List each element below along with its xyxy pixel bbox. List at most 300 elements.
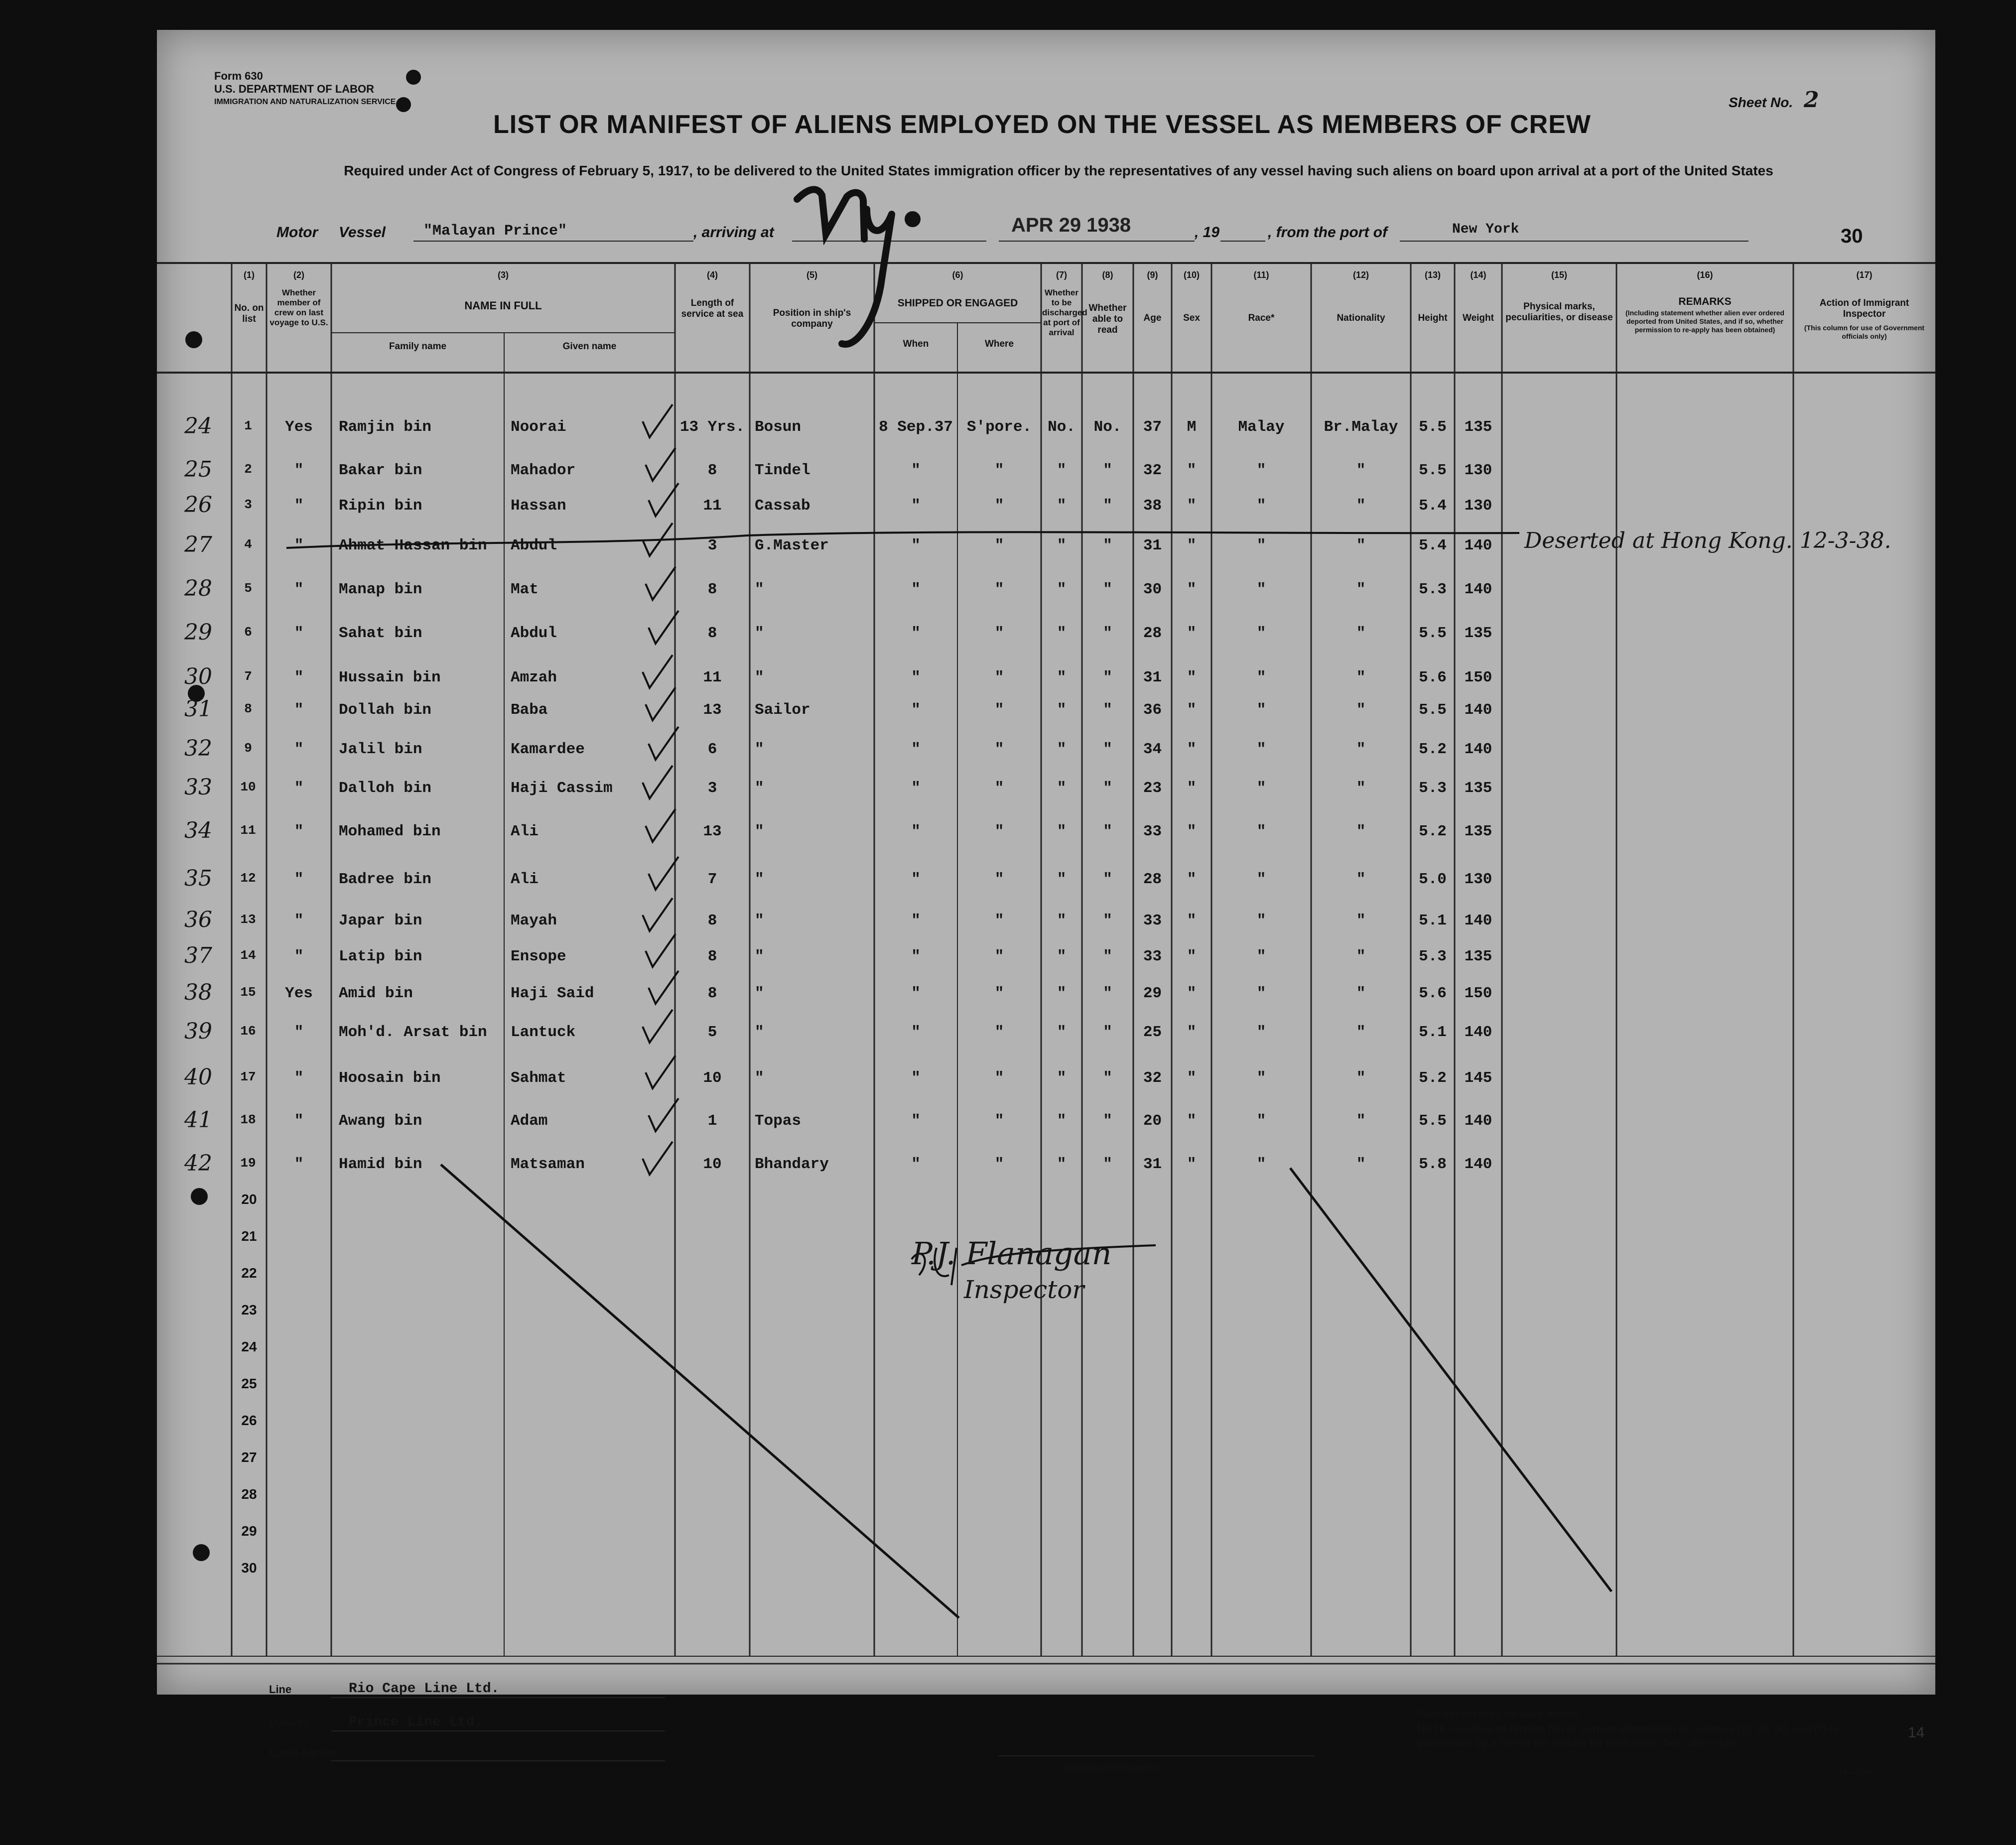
cell-position: Cassab xyxy=(755,497,810,515)
row-number: 16 xyxy=(240,1024,256,1039)
cell-service: 8 xyxy=(707,948,717,965)
cell-nationality: " xyxy=(1356,871,1366,888)
row-number: 18 xyxy=(240,1112,256,1127)
cell-where: " xyxy=(994,823,1004,840)
empty-row-number: 28 xyxy=(241,1486,257,1502)
cell-service: 8 xyxy=(707,625,717,642)
cell-height: 5.2 xyxy=(1419,1069,1447,1087)
cell-position: Topas xyxy=(755,1112,802,1130)
cell-service: 11 xyxy=(703,669,722,686)
cell-read: " xyxy=(1103,823,1112,840)
cell-race: " xyxy=(1256,497,1266,515)
cell-where: " xyxy=(994,1069,1004,1087)
cell-family: Jalil bin xyxy=(339,741,422,758)
cell-last-voyage: " xyxy=(294,625,304,642)
col-num: (10) xyxy=(1183,270,1200,280)
cell-read: " xyxy=(1103,701,1112,719)
cell-discharged: " xyxy=(1057,462,1067,479)
cell-when: " xyxy=(911,948,921,965)
cell-height: 5.5 xyxy=(1419,1112,1447,1130)
cell-discharged: " xyxy=(1057,823,1067,840)
cell-sex: " xyxy=(1187,462,1197,479)
cell-race: Malay xyxy=(1238,418,1285,436)
cell-weight: 140 xyxy=(1464,1112,1492,1130)
line-label: Line xyxy=(269,1683,292,1696)
pencil-number: 28 xyxy=(184,576,212,601)
cell-where: " xyxy=(994,1156,1004,1173)
cell-where: " xyxy=(994,912,1004,929)
col-num: (16) xyxy=(1697,270,1713,280)
col-header-family: Family name xyxy=(389,341,447,352)
cell-where: S'pore. xyxy=(966,418,1032,436)
cell-age: 20 xyxy=(1143,1112,1162,1130)
cell-read: No. xyxy=(1093,418,1122,436)
cell-nationality: " xyxy=(1356,1069,1366,1087)
col-num: (12) xyxy=(1352,270,1369,280)
cell-weight: 135 xyxy=(1464,625,1492,642)
cell-position: " xyxy=(755,669,764,686)
cell-weight: 135 xyxy=(1464,823,1492,840)
cell-last-voyage: " xyxy=(294,780,304,797)
cell-last-voyage: " xyxy=(294,871,304,888)
cell-height: 5.3 xyxy=(1419,780,1447,797)
col-num: (4) xyxy=(707,270,718,280)
cell-discharged: " xyxy=(1057,625,1067,642)
col-header-service: Length of service at sea xyxy=(681,298,744,319)
col-num: (11) xyxy=(1253,270,1269,280)
cell-age: 31 xyxy=(1143,1156,1162,1173)
cell-given: Haji Said xyxy=(511,985,594,1002)
cell-last-voyage: " xyxy=(294,497,304,515)
col-header-sex: Sex xyxy=(1183,313,1200,323)
cell-given: Matsaman xyxy=(511,1156,585,1173)
cell-race: " xyxy=(1256,1156,1266,1173)
remarks-handwritten: Deserted at Hong Kong. 12-3-38. xyxy=(1524,528,1891,553)
cell-family: Dalloh bin xyxy=(339,780,432,797)
col-num: (9) xyxy=(1147,270,1158,280)
cell-read: " xyxy=(1103,537,1112,554)
col-header-position: Position in ship's company xyxy=(773,308,851,329)
cell-read: " xyxy=(1103,462,1112,479)
row-number: 12 xyxy=(240,871,256,886)
cell-where: " xyxy=(994,948,1004,965)
cell-race: " xyxy=(1256,912,1266,929)
races-footnote: *See list of races on back hereof. xyxy=(1417,1709,1582,1720)
cell-when: " xyxy=(911,1069,921,1087)
owners-label: Owners xyxy=(269,1716,309,1729)
cell-position: " xyxy=(755,823,764,840)
cell-last-voyage: " xyxy=(294,948,304,965)
sheet-number: 2 xyxy=(1803,87,1819,113)
cell-when: " xyxy=(911,871,921,888)
cell-weight: 140 xyxy=(1464,1156,1492,1173)
cell-sex: " xyxy=(1187,823,1197,840)
cell-read: " xyxy=(1103,1024,1112,1041)
cell-race: " xyxy=(1256,1069,1266,1087)
pencil-number: 40 xyxy=(184,1064,212,1090)
col-header-shipped: SHIPPED OR ENGAGED xyxy=(897,297,1018,309)
col-header-inspector-action: Action of Immigrant Inspector xyxy=(1819,298,1909,319)
cell-family: Moh'd. Arsat bin xyxy=(339,1024,487,1041)
cell-service: 7 xyxy=(707,871,717,888)
cell-position: " xyxy=(755,1069,764,1087)
cell-nationality: " xyxy=(1356,1112,1366,1130)
cell-sex: " xyxy=(1187,871,1197,888)
sheet-no-label: Sheet No. xyxy=(1729,95,1793,110)
row-number: 7 xyxy=(244,669,252,684)
cell-read: " xyxy=(1103,581,1112,598)
cell-age: 33 xyxy=(1143,823,1162,840)
cell-position: " xyxy=(755,871,764,888)
col-header-where: Where xyxy=(984,339,1014,349)
cell-position: Bhandary xyxy=(755,1156,829,1173)
cell-where: " xyxy=(994,701,1004,719)
cell-weight: 140 xyxy=(1464,701,1492,719)
cell-age: 33 xyxy=(1143,948,1162,965)
form-code: 14—1360 xyxy=(1838,1768,1873,1777)
cell-when: " xyxy=(911,701,921,719)
cell-service: 6 xyxy=(707,741,717,758)
cell-last-voyage: " xyxy=(294,912,304,929)
cell-service: 13 Yrs. xyxy=(679,418,745,436)
cell-height: 5.6 xyxy=(1419,669,1447,686)
cell-when: " xyxy=(911,625,921,642)
cell-position: Sailor xyxy=(755,701,810,719)
cell-service: 10 xyxy=(703,1156,722,1173)
cell-race: " xyxy=(1256,1024,1266,1041)
col-header-name: NAME IN FULL xyxy=(464,299,542,312)
cell-sex: " xyxy=(1187,948,1197,965)
cell-given: Adam xyxy=(511,1112,548,1130)
cell-read: " xyxy=(1103,1069,1112,1087)
pencil-number: 24 xyxy=(184,413,212,439)
cell-family: Mohamed bin xyxy=(339,823,441,840)
col-num: (14) xyxy=(1470,270,1486,280)
cell-weight: 150 xyxy=(1464,985,1492,1002)
cell-sex: " xyxy=(1187,625,1197,642)
empty-row-number: 21 xyxy=(241,1228,257,1244)
cell-discharged: " xyxy=(1057,871,1067,888)
cell-weight: 130 xyxy=(1464,462,1492,479)
row-number: 6 xyxy=(244,625,252,640)
cell-nationality: " xyxy=(1356,823,1366,840)
cell-position: " xyxy=(755,581,764,598)
cell-discharged: " xyxy=(1057,497,1067,515)
cell-position: Bosun xyxy=(755,418,802,436)
inspector-signature-title: Inspector xyxy=(964,1275,1084,1304)
penalty-note: NOTE.—Failure to furnish full or correct information in columns (3), (5), (6), and (7) is punishable by a fine of ten dollars for each alien. See other side. xyxy=(1417,1723,1839,1749)
cell-weight: 140 xyxy=(1464,741,1492,758)
empty-row-number: 27 xyxy=(241,1450,257,1465)
cell-nationality: " xyxy=(1356,669,1366,686)
cell-where: " xyxy=(994,1024,1004,1041)
empty-row-number: 22 xyxy=(241,1265,257,1281)
cell-nationality: " xyxy=(1356,985,1366,1002)
row-number: 8 xyxy=(244,701,252,716)
cell-family: Ripin bin xyxy=(339,497,422,515)
cell-when: " xyxy=(911,912,921,929)
row-number: 9 xyxy=(244,741,252,756)
pencil-number: 37 xyxy=(184,943,212,968)
cell-given: Baba xyxy=(511,701,548,719)
cell-discharged: " xyxy=(1057,1069,1067,1087)
cell-weight: 140 xyxy=(1464,537,1492,554)
cell-age: 36 xyxy=(1143,701,1162,719)
cell-weight: 140 xyxy=(1464,581,1492,598)
col-header-last-voyage: Whether member of crew on last voyage to U.S. xyxy=(269,288,328,327)
cell-when: " xyxy=(911,581,921,598)
cell-when: " xyxy=(911,823,921,840)
cell-where: " xyxy=(994,871,1004,888)
cell-family: Amid bin xyxy=(339,985,413,1002)
cell-sex: " xyxy=(1187,1024,1197,1041)
cell-sex: " xyxy=(1187,701,1197,719)
cell-position: Tindel xyxy=(755,462,810,479)
cell-where: " xyxy=(994,741,1004,758)
cell-service: 3 xyxy=(707,780,717,797)
col-header-when: When xyxy=(903,339,929,349)
pencil-number: 33 xyxy=(184,775,212,800)
cell-last-voyage: " xyxy=(294,669,304,686)
empty-row-number: 29 xyxy=(241,1523,257,1539)
cell-height: 5.1 xyxy=(1419,1024,1447,1041)
cell-age: 37 xyxy=(1143,418,1162,436)
cell-nationality: " xyxy=(1356,912,1366,929)
cell-family: Japar bin xyxy=(339,912,422,929)
col-num: (3) xyxy=(498,270,509,280)
cell-age: 28 xyxy=(1143,625,1162,642)
cell-height: 5.5 xyxy=(1419,701,1447,719)
cell-service: 5 xyxy=(707,1024,717,1041)
cell-age: 34 xyxy=(1143,741,1162,758)
cell-height: 5.3 xyxy=(1419,948,1447,965)
cell-last-voyage: " xyxy=(294,701,304,719)
pencil-number: 31 xyxy=(184,696,212,722)
cell-where: " xyxy=(994,985,1004,1002)
cell-when: " xyxy=(911,1024,921,1041)
cell-when: 8 Sep.37 xyxy=(879,418,953,436)
empty-row-number: 20 xyxy=(241,1191,257,1207)
cell-nationality: " xyxy=(1356,1024,1366,1041)
cell-weight: 135 xyxy=(1464,418,1492,436)
cell-age: 33 xyxy=(1143,912,1162,929)
from-port: New York xyxy=(1452,222,1519,237)
cell-when: " xyxy=(911,462,921,479)
cell-family: Ahmat Hassan bin xyxy=(339,537,487,554)
cell-height: 5.4 xyxy=(1419,537,1447,554)
col-num: (1) xyxy=(244,270,255,280)
cell-age: 32 xyxy=(1143,1069,1162,1087)
cell-age: 25 xyxy=(1143,1024,1162,1041)
row-number: 10 xyxy=(240,780,256,794)
cell-given: Lantuck xyxy=(511,1024,576,1041)
cell-read: " xyxy=(1103,985,1112,1002)
cell-race: " xyxy=(1256,701,1266,719)
cell-family: Hussain bin xyxy=(339,669,441,686)
cell-height: 5.0 xyxy=(1419,871,1447,888)
cell-nationality: " xyxy=(1356,948,1366,965)
empty-row-number: 24 xyxy=(241,1339,257,1354)
cell-family: Manap bin xyxy=(339,581,422,598)
cell-when: " xyxy=(911,1156,921,1173)
cell-age: 31 xyxy=(1143,537,1162,554)
row-number: 19 xyxy=(240,1156,256,1171)
cell-nationality: " xyxy=(1356,780,1366,797)
cell-age: 38 xyxy=(1143,497,1162,515)
cell-last-voyage: Yes xyxy=(285,985,313,1002)
cell-when: " xyxy=(911,1112,921,1130)
cell-sex: " xyxy=(1187,581,1197,598)
cell-where: " xyxy=(994,669,1004,686)
cell-when: " xyxy=(911,985,921,1002)
cell-position: " xyxy=(755,780,764,797)
cell-read: " xyxy=(1103,912,1112,929)
col-num: (7) xyxy=(1056,270,1067,280)
cell-discharged: " xyxy=(1057,537,1067,554)
pencil-number: 29 xyxy=(184,620,212,645)
cell-nationality: " xyxy=(1356,581,1366,598)
service-name: IMMIGRATION AND NATURALIZATION SERVICE xyxy=(214,98,396,106)
cell-height: 5.2 xyxy=(1419,741,1447,758)
cell-last-voyage: " xyxy=(294,462,304,479)
col-header-physical-marks: Physical marks, peculiarities, or disease xyxy=(1505,301,1613,323)
cell-service: 10 xyxy=(703,1069,722,1087)
cell-read: " xyxy=(1103,741,1112,758)
cell-read: " xyxy=(1103,871,1112,888)
cell-last-voyage: " xyxy=(294,1112,304,1130)
cell-height: 5.5 xyxy=(1419,625,1447,642)
empty-row-number: 30 xyxy=(241,1560,257,1576)
cell-height: 5.6 xyxy=(1419,985,1447,1002)
pencil-number: 38 xyxy=(184,980,212,1005)
cell-weight: 140 xyxy=(1464,912,1492,929)
immigrant-inspector-label: Immigrant Inspector. xyxy=(1064,1762,1162,1773)
cell-race: " xyxy=(1256,462,1266,479)
cell-height: 5.3 xyxy=(1419,581,1447,598)
cell-discharged: " xyxy=(1057,1112,1067,1130)
cell-position: " xyxy=(755,1024,764,1041)
cell-sex: " xyxy=(1187,669,1197,686)
cell-age: 32 xyxy=(1143,462,1162,479)
col-header-read: Whether able to read xyxy=(1088,303,1127,335)
form-number: Form 630 xyxy=(214,70,263,82)
cell-nationality: " xyxy=(1356,625,1366,642)
cell-given: Abdul xyxy=(511,537,557,554)
row-number: 11 xyxy=(240,823,256,838)
cell-where: " xyxy=(994,780,1004,797)
cell-race: " xyxy=(1256,669,1266,686)
pencil-number: 35 xyxy=(184,866,212,891)
cell-service: 3 xyxy=(707,537,717,554)
cell-given: Mayah xyxy=(511,912,557,929)
cell-weight: 130 xyxy=(1464,497,1492,515)
col-header-inspector-note: (This column for use of Government officials only) xyxy=(1804,324,1925,340)
cell-weight: 140 xyxy=(1464,1024,1492,1041)
inspector-signature-name: P.J. Flanagan xyxy=(912,1235,1112,1272)
cell-family: Ramjin bin xyxy=(339,418,432,436)
cell-race: " xyxy=(1256,1112,1266,1130)
cell-service: 13 xyxy=(703,701,722,719)
cell-read: " xyxy=(1103,669,1112,686)
cell-position: " xyxy=(755,741,764,758)
cell-discharged: " xyxy=(1057,780,1067,797)
cell-nationality: " xyxy=(1356,462,1366,479)
cell-weight: 135 xyxy=(1464,780,1492,797)
cell-sex: " xyxy=(1187,497,1197,515)
year-label: , 19 xyxy=(1195,224,1220,241)
cell-last-voyage: " xyxy=(294,1024,304,1041)
cell-race: " xyxy=(1256,985,1266,1002)
col-header-weight: Weight xyxy=(1463,313,1494,323)
row-number: 4 xyxy=(244,537,252,552)
local-agents-label: Local Agents xyxy=(269,1746,338,1759)
cell-race: " xyxy=(1256,823,1266,840)
empty-row-number: 26 xyxy=(241,1413,257,1428)
pencil-number: 25 xyxy=(184,457,212,482)
cell-position: " xyxy=(755,912,764,929)
cell-service: 8 xyxy=(707,912,717,929)
cell-given: Sahmat xyxy=(511,1069,566,1087)
cell-age: 28 xyxy=(1143,871,1162,888)
cell-family: Bakar bin xyxy=(339,462,422,479)
cell-service: 13 xyxy=(703,823,722,840)
cell-last-voyage: " xyxy=(294,1069,304,1087)
cell-family: Awang bin xyxy=(339,1112,422,1130)
cell-read: " xyxy=(1103,780,1112,797)
owners-value: Prince Line Ltd. xyxy=(349,1714,483,1730)
cell-discharged: No. xyxy=(1048,418,1075,436)
corner-number: 30 xyxy=(1841,225,1863,247)
cell-family: Latip bin xyxy=(339,948,422,965)
cell-nationality: " xyxy=(1356,741,1366,758)
cell-nationality: " xyxy=(1356,701,1366,719)
col-header-race: Race* xyxy=(1248,313,1275,323)
cell-position: " xyxy=(755,948,764,965)
col-header-no: No. on list xyxy=(234,303,264,324)
cell-sex: " xyxy=(1187,912,1197,929)
cell-race: " xyxy=(1256,780,1266,797)
row-number: 14 xyxy=(240,948,256,963)
cell-sex: " xyxy=(1187,780,1197,797)
row-number: 13 xyxy=(240,912,256,927)
cell-where: " xyxy=(994,1112,1004,1130)
pencil-number: 30 xyxy=(184,664,212,689)
col-num: (6) xyxy=(952,270,963,280)
cell-race: " xyxy=(1256,581,1266,598)
cell-sex: " xyxy=(1187,985,1197,1002)
vessel-label: Vessel xyxy=(339,224,386,241)
col-num: (5) xyxy=(806,270,817,280)
row-number: 1 xyxy=(244,418,252,433)
col-num: (17) xyxy=(1856,270,1873,280)
cell-given: Amzah xyxy=(511,669,557,686)
cell-service: 1 xyxy=(707,1112,717,1130)
cell-age: 29 xyxy=(1143,985,1162,1002)
cell-nationality: " xyxy=(1356,497,1366,515)
cell-height: 5.2 xyxy=(1419,823,1447,840)
cell-discharged: " xyxy=(1057,912,1067,929)
pencil-number: 26 xyxy=(184,492,212,518)
cell-family: Hoosain bin xyxy=(339,1069,441,1087)
cell-when: " xyxy=(911,537,921,554)
col-num: (8) xyxy=(1102,270,1113,280)
cell-last-voyage: Yes xyxy=(285,418,313,436)
pencil-number: 34 xyxy=(184,818,212,843)
cell-given: Mahador xyxy=(511,462,576,479)
cell-last-voyage: " xyxy=(294,823,304,840)
cell-position: " xyxy=(755,985,764,1002)
empty-row-number: 25 xyxy=(241,1376,257,1391)
